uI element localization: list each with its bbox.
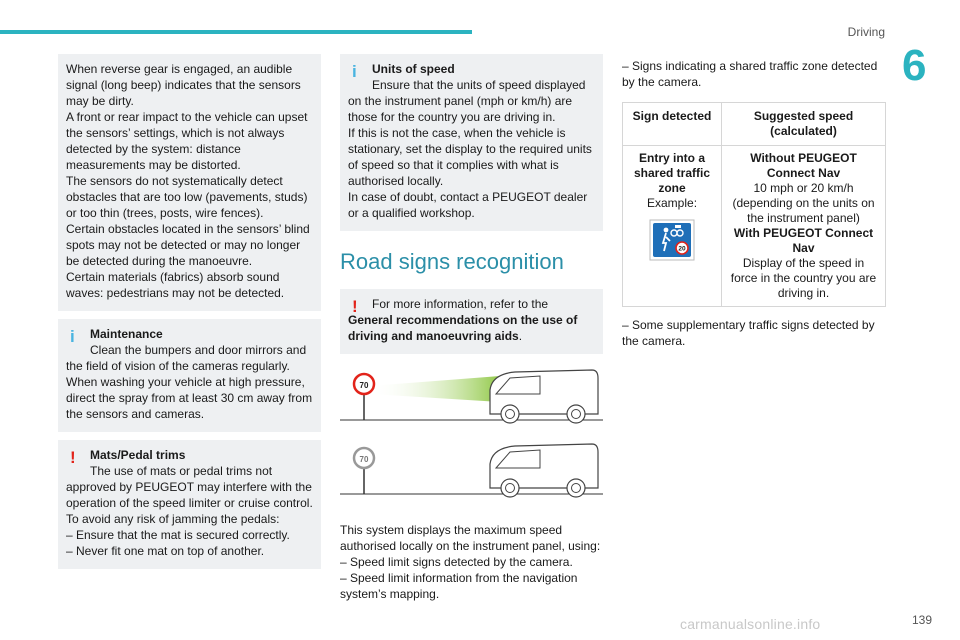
box-text: The use of mats or pedal trims not [90,464,273,478]
box-text: If this is not the case, when the vehicle is stationary, set the display to the required units of speed so that it complies with what is authorised locally. [348,126,592,188]
info-icon: i [352,62,357,81]
box-text: Clean the bumpers and door mirrors and [90,343,307,357]
intro-bullet: – Signs indicating a shared traffic zone detected by the camera. [622,59,878,89]
box-text: For more information, refer to the [372,297,549,311]
signs-table [622,102,886,307]
vehicle-camera-illustration [340,364,603,430]
bullet: – Speed limit signs detected by the camera. [340,555,573,569]
more-info-box [340,289,603,354]
outro-bullet: – Some supplementary traffic signs detected by the camera. [622,318,875,348]
box-title: Units of speed [372,62,455,76]
info-icon: i [70,327,75,346]
note-line: When reverse gear is engaged, an audible signal (long beep) indicates that the sensors may be dirty. [66,62,301,108]
box-text: Ensure that the units of speed displayed [372,78,586,92]
shared-zone-sign-icon [649,219,695,261]
table-header-row [623,103,886,146]
option-text: 10 mph or 20 km/h (depending on the units on the instrument panel) [732,181,875,225]
speed-sign-value: 70 [359,455,369,464]
warning-icon: ! [70,448,76,467]
example-label: Example: [647,196,698,210]
box-text: To avoid any risk of jamming the pedals: [66,512,280,526]
svg-text:20: 20 [678,245,686,253]
box-title: Mats/Pedal trims [90,448,186,462]
watermark: carmanualsonline.info [680,616,821,632]
box-text: approved by PEUGEOT may interfere with the operation of the speed limiter or cruise control. [66,480,313,510]
table-cell [722,146,886,307]
sign-name: Entry into a shared traffic zone [634,151,711,195]
chapter-number: 6 [902,41,927,90]
column-3 [622,58,886,349]
table-cell [623,146,722,307]
speed-sign-illustration-2 [340,438,603,504]
bullet: – Ensure that the mat is secured correctly. [66,528,290,542]
box-text: In case of doubt, contact a PEUGEOT dealer or a qualified workshop. [348,190,588,220]
option-text: Display of the speed in force in the country you are driving in. [730,256,877,300]
note-line: Certain obstacles located in the sensors’ blind spots may not be detected or may no longer be detected during the manoeuvre. [66,222,310,268]
reference-link[interactable]: General recommendations on the use of driving and manoeuvring aids [348,313,578,343]
warning-icon: ! [352,297,358,316]
option-title: Without PEUGEOT Connect Nav [750,151,857,180]
table-header: Sign detected [623,103,722,146]
option-title: With PEUGEOT Connect Nav [733,226,874,255]
mats-box [58,440,321,569]
speed-sign-illustration-1 [340,364,603,430]
page-number: 139 [911,613,932,627]
system-description: This system displays the maximum speed authorised locally on the instrument panel, using: [340,523,601,553]
bullet: – Never fit one mat on top of another. [66,544,265,558]
vehicle-illustration [340,438,603,504]
box-text: General recommendations on the use of driving and manoeuvring aids. [348,313,578,343]
note-line: Certain materials (fabrics) absorb sound waves: pedestrians may not be detected. [66,270,285,300]
sensor-notes-box [58,54,321,311]
box-text: on the instrument panel (mph or km/h) are those for the country you are driving in. [348,94,573,124]
table-row [623,146,886,307]
bullet: – Speed limit information from the navigation system’s mapping. [340,571,578,601]
top-accent-bar [0,30,472,34]
column-1 [58,54,321,577]
section-label: Driving [847,25,885,39]
note-line: A front or rear impact to the vehicle can upset the sensors’ settings, which is not always detected by the system: distance measurements may be distorted. [66,110,308,172]
table-header: Suggested speed (calculated) [722,103,886,146]
box-title: Maintenance [90,327,163,341]
units-box [340,54,603,231]
section-heading: Road signs recognition [340,249,564,274]
maintenance-box [58,319,321,432]
column-2 [340,54,603,602]
note-line: The sensors do not systematically detect obstacles that are too low (pavements, studs) or too thin (trees, posts, wire fences). [66,174,308,220]
speed-sign-value: 70 [359,381,369,390]
box-text: the field of vision of the cameras regularly. When washing your vehicle at high pressure, direct the spray from at least 30 cm away from the sensors and cameras. [66,359,313,421]
